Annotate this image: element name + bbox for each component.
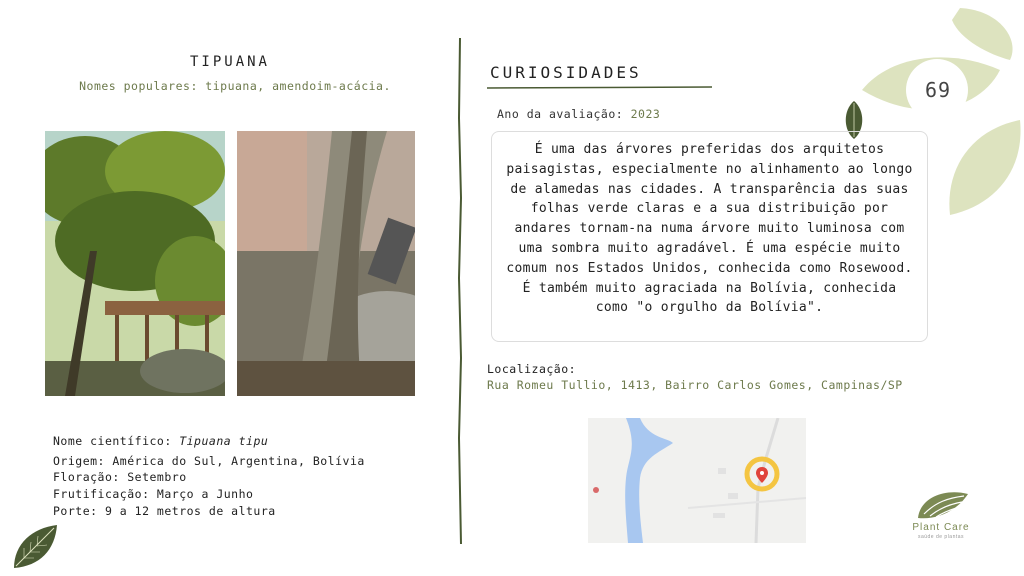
logo-name: Plant Care (912, 522, 970, 533)
location-address: Rua Romeu Tullio, 1413, Bairro Carlos Gomes, Campinas/SP (487, 378, 903, 392)
map-pin-icon (755, 466, 769, 484)
scientific-name-label: Nome científico: (53, 434, 180, 448)
curiosities-text: É uma das árvores preferidas dos arquitetos paisagistas, especialmente no alinhamento ao longo de alamedas nas cidades. A transparência das suas folhas verde claras e a sua distribuição por andares tornam-na numa árvore muito luminosa com uma sombra muito agradável. É uma espécie muito comum nos Estados Unidos, conhecida como Rosewood. É também muito agraciada na Bolívia, conhecida como "o orgulho da Bolívia". (491, 131, 928, 342)
photo-canopy (45, 131, 225, 396)
location-label: Localização: (487, 362, 577, 376)
scientific-name-value: Tipuana tipu (179, 434, 269, 448)
photo-trunk (237, 131, 415, 396)
year-label: Ano da avaliação: (497, 107, 631, 121)
curiosities-title: CURIOSIDADES (490, 63, 642, 82)
logo-tagline: saúde de plantas (917, 534, 965, 540)
divider-line (456, 38, 464, 544)
title-underline (487, 84, 712, 92)
fruiting-text: Frutificação: Março a Junho (53, 487, 254, 501)
page-number: 69 (924, 78, 952, 102)
logo-icon (916, 488, 970, 520)
scientific-name (53, 434, 268, 448)
location-map[interactable] (588, 418, 806, 543)
year-value: 2023 (630, 107, 661, 121)
origin-text: Origem: América do Sul, Argentina, Bolívia (53, 454, 365, 468)
popular-names: Nomes populares: tipuana, amendoim-acácia. (79, 79, 391, 93)
flowering-text: Floração: Setembro (53, 470, 187, 484)
size-text: Porte: 9 a 12 metros de altura (53, 504, 276, 518)
evaluation-year (497, 107, 660, 121)
leaf-icon (10, 522, 60, 570)
species-title: TIPUANA (189, 54, 270, 70)
